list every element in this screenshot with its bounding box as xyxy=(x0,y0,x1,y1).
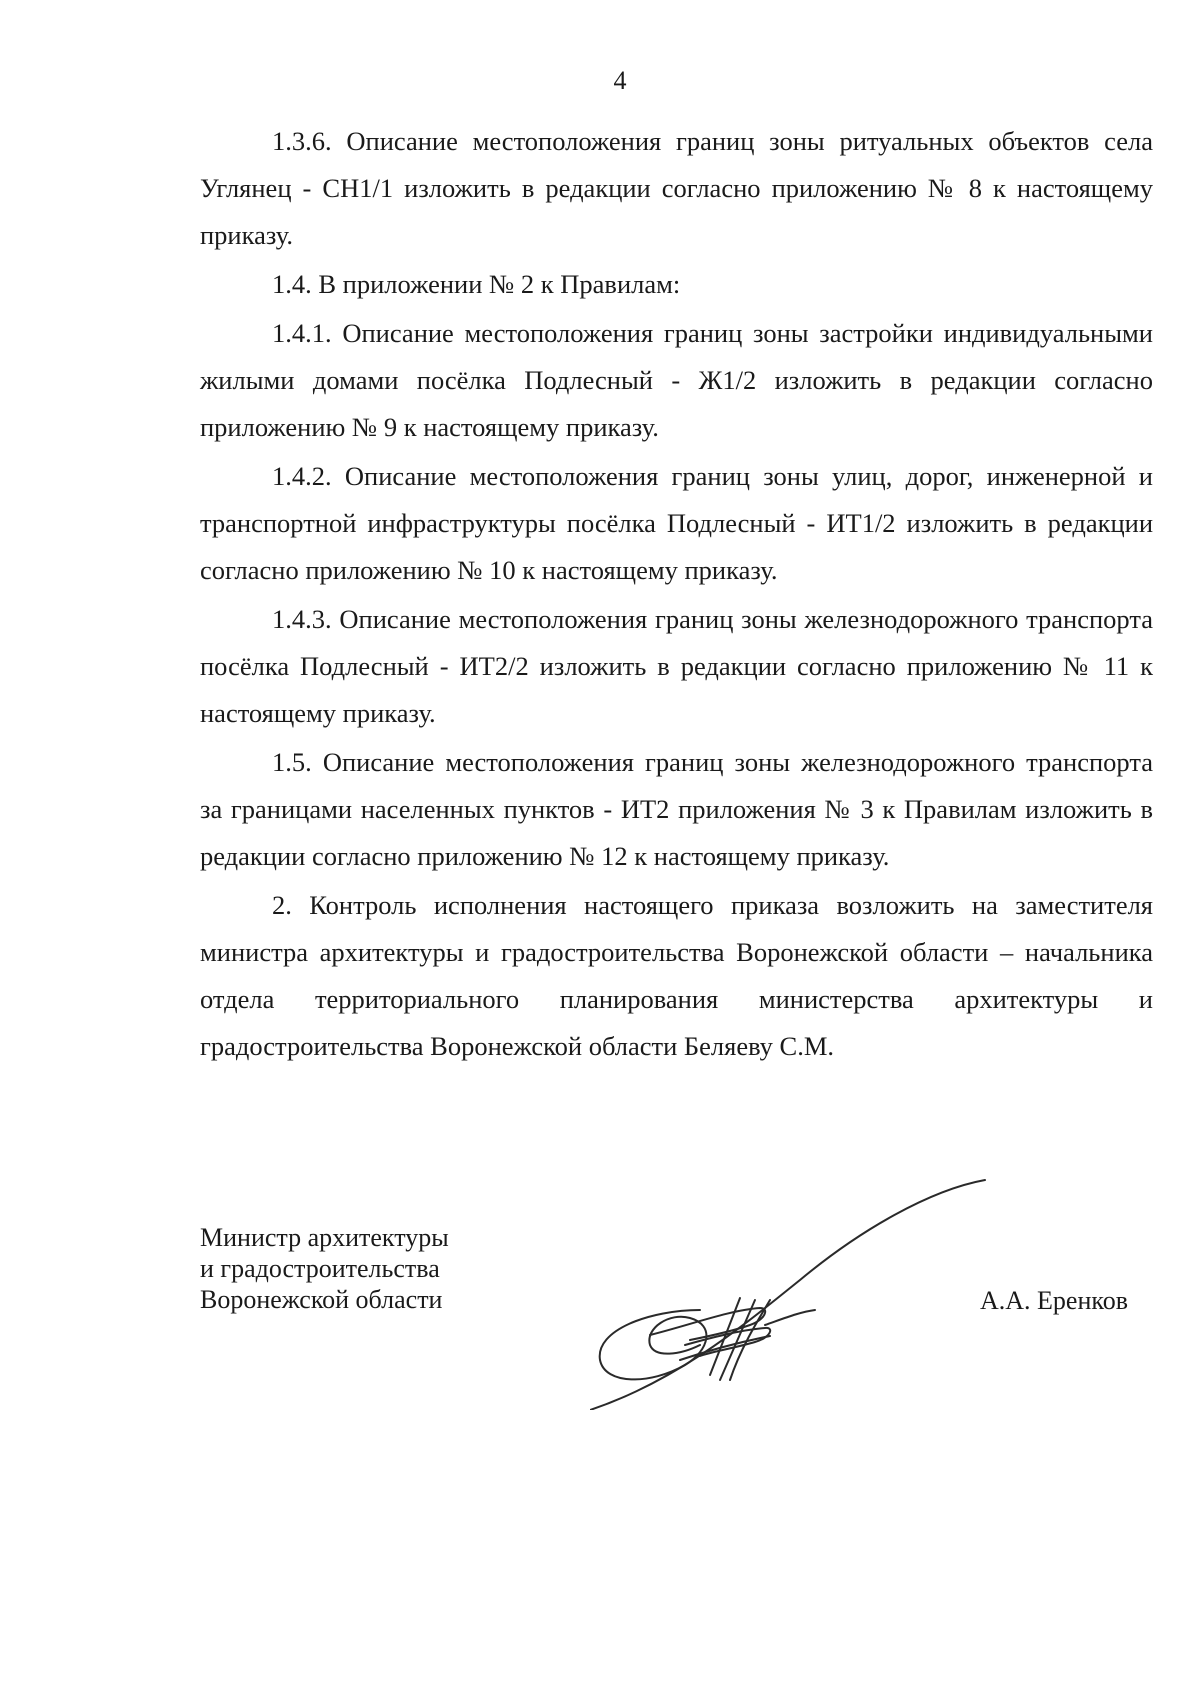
paragraph-1-4: 1.4. В приложении № 2 к Правилам: xyxy=(272,269,681,299)
document-body xyxy=(200,118,1153,1072)
signer-position-line: и градостроительства xyxy=(200,1254,440,1283)
paragraph-1-4-1: 1.4.1. Описание местоположения границ зоны застройки индивидуальными жилыми домами посёлка Подлесный - Ж1/2 изложить в редакции согласно приложению № 9 к настоящему приказу. xyxy=(200,318,1153,442)
signer-name: А.А. Еренков xyxy=(980,1286,1128,1315)
signer-position-line: Воронежской области xyxy=(200,1285,443,1314)
paragraph-2: 2. Контроль исполнения настоящего приказа возложить на заместителя министра архитектуры и градостроительства Воронежской области – начальника отдела территориального планирования министерства архитектуры и градостроительства Воронежской области Беляеву С.М. xyxy=(200,890,1153,1061)
paragraph-1-3-6: 1.3.6. Описание местоположения границ зоны ритуальных объектов села Углянец - СН1/1 изложить в редакции согласно приложению № 8 к настоящему приказу. xyxy=(200,126,1153,250)
signer-position-line: Министр архитектуры xyxy=(200,1223,449,1252)
handwritten-signature xyxy=(590,1160,990,1410)
paragraph-1-4-3: 1.4.3. Описание местоположения границ зоны железнодорожного транспорта посёлка Подлесный - ИТ2/2 изложить в редакции согласно приложению № 11 к настоящему приказу. xyxy=(200,604,1153,728)
paragraph-1-5: 1.5. Описание местоположения границ зоны железнодорожного транспорта за границами населенных пунктов - ИТ2 приложения № 3 к Правилам изложить в редакции согласно приложению № 12 к настоящему приказу. xyxy=(200,747,1153,871)
signer-position xyxy=(200,1222,449,1315)
page-number: 4 xyxy=(613,66,627,95)
paragraph-1-4-2: 1.4.2. Описание местоположения границ зоны улиц, дорог, инженерной и транспортной инфраструктуры посёлка Подлесный - ИТ1/2 изложить в редакции согласно приложению № 10 к настоящему приказу. xyxy=(200,461,1153,585)
